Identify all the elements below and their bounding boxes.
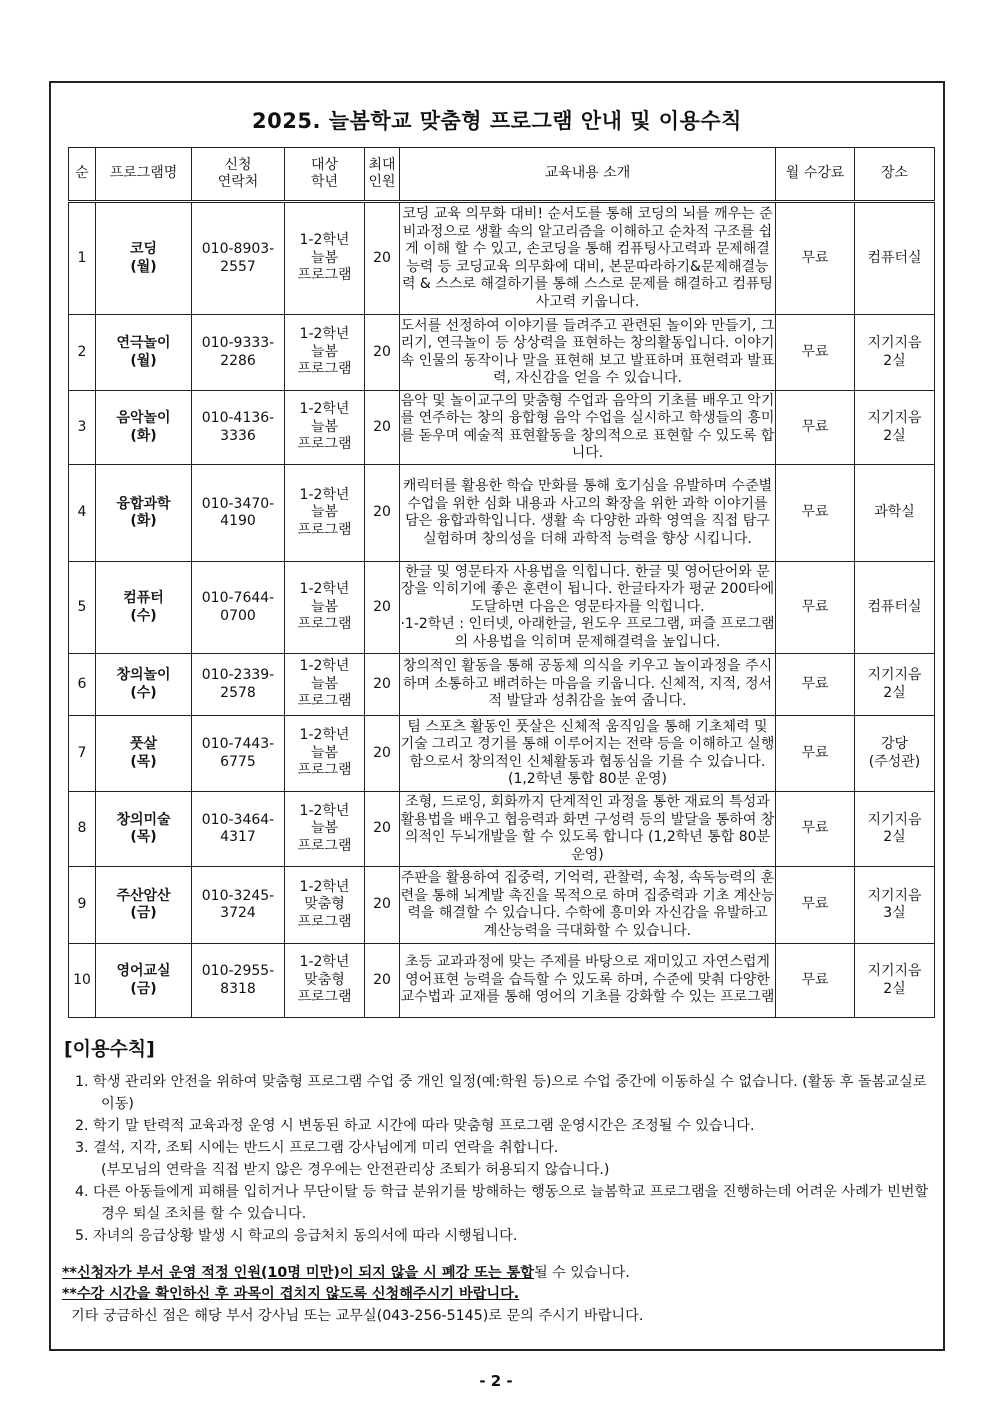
contact-phone: 010-2955- 8318 (192, 944, 285, 1018)
program-description: 팀 스포츠 활동인 풋살은 신체적 움직임을 통해 기초체력 및 기술 그리고 경기를 통해 이루어지는 전략 등을 이해하고 실행함으로서 창의적인 신체활동과 협동심을 기를 수 있습니다. (1,2학년 통합 80분 운영) (400, 716, 776, 792)
header-description: 교육내용 소개 (400, 148, 776, 202)
header-place: 장소 (855, 148, 935, 202)
header-no: 순 (69, 148, 96, 202)
table-header-row (69, 148, 935, 202)
contact-phone: 010-7443- 6775 (192, 716, 285, 792)
max-capacity: 20 (365, 562, 400, 654)
target-grade: 1-2학년 맞춤형 프로그램 (285, 944, 365, 1018)
contact-phone: 010-4136- 3336 (192, 391, 285, 465)
monthly-fee: 무료 (776, 465, 855, 562)
rule-item: 5. 자녀의 응급상황 발생 시 학교의 응급처치 동의서에 따라 시행됩니다. (75, 1228, 518, 1244)
row-no: 6 (69, 654, 96, 716)
program-name: 컴퓨터 (수) (96, 562, 192, 654)
program-description: 캐릭터를 활용한 학습 만화를 통해 호기심을 유발하며 수준별 수업을 위한 심화 내용과 사고의 확장을 위한 과학 이야기를 담은 융합과학입니다. 생활 속 다양한 과학 영역을 직접 탐구 실험하며 창의성을 더해 과학적 능력을 향상 시킵니다. (400, 465, 776, 562)
monthly-fee: 무료 (776, 654, 855, 716)
monthly-fee: 무료 (776, 315, 855, 391)
row-no: 10 (69, 944, 96, 1018)
page-number: - 2 - (479, 1372, 513, 1390)
table-row (69, 867, 935, 944)
rules-list (75, 1071, 933, 1247)
max-capacity: 20 (365, 654, 400, 716)
program-place: 지기지음 2실 (855, 315, 935, 391)
program-place: 지기지음 3실 (855, 867, 935, 944)
program-name: 창의놀이 (수) (96, 654, 192, 716)
max-capacity: 20 (365, 202, 400, 315)
max-capacity: 20 (365, 465, 400, 562)
target-grade: 1-2학년 늘봄 프로그램 (285, 792, 365, 867)
row-no: 4 (69, 465, 96, 562)
notes-section (62, 1263, 932, 1327)
program-name: 영어교실 (금) (96, 944, 192, 1018)
row-no: 5 (69, 562, 96, 654)
program-place: 과학실 (855, 465, 935, 562)
monthly-fee: 무료 (776, 867, 855, 944)
table-row (69, 391, 935, 465)
monthly-fee: 무료 (776, 716, 855, 792)
table-row (69, 202, 935, 315)
monthly-fee: 무료 (776, 792, 855, 867)
program-description: 초등 교과과정에 맞는 주제를 바탕으로 재미있고 자연스럽게 영어표현 능력을 습득할 수 있도록 하며, 수준에 맞춰 다양한 교수법과 교재를 통해 영어의 기초를 강화할 수 있는 프로그램 (400, 944, 776, 1018)
program-name: 코딩 (월) (96, 202, 192, 315)
program-name: 풋살 (목) (96, 716, 192, 792)
rule-item: 3. 결석, 지각, 조퇴 시에는 반드시 프로그램 강사님에게 미리 연락을 취합니다. (부모님의 연락을 직접 받지 않은 경우에는 안전관리상 조퇴가 허용되지 않습니다.) (75, 1140, 610, 1178)
max-capacity: 20 (365, 792, 400, 867)
target-grade: 1-2학년 늘봄 프로그램 (285, 202, 365, 315)
program-place: 강당 (주성관) (855, 716, 935, 792)
contact-phone: 010-8903- 2557 (192, 202, 285, 315)
page-title: 2025. 늘봄학교 맞춤형 프로그램 안내 및 이용수칙 (252, 109, 742, 133)
target-grade: 1-2학년 늘봄 프로그램 (285, 391, 365, 465)
rule-item: 4. 다른 아동들에게 피해를 입히거나 무단이탈 등 학급 분위기를 방해하는 행동으로 늘봄학교 프로그램을 진행하는데 어려운 사례가 빈번할 경우 퇴실 조치를 할 수 있습니다. (75, 1184, 929, 1222)
table-row (69, 716, 935, 792)
program-description: 한글 및 영문타자 사용법을 익힙니다. 한글 및 영어단어와 문장을 익히기에 좋은 훈련이 됩니다. 한글타자가 평균 200타에 도달하면 다음은 영문타자를 익힙니다. ·1-2학년 : 인터넷, 아래한글, 윈도우 프로그램, 퍼즐 프로그램의 사용법을 익히며 문제해결력을 높입니다. (400, 562, 776, 654)
target-grade: 1-2학년 늘봄 프로그램 (285, 716, 365, 792)
program-place: 지기지음 2실 (855, 792, 935, 867)
contact-phone: 010-3245- 3724 (192, 867, 285, 944)
program-place: 컴퓨터실 (855, 202, 935, 315)
rule-item: 2. 학기 말 탄력적 교육과정 운영 시 변동된 하교 시간에 따라 맞춤형 프로그램 운영시간은 조정될 수 있습니다. (75, 1118, 755, 1134)
program-description: 코딩 교육 의무화 대비! 순서도를 통해 코딩의 뇌를 깨우는 준비과정으로 생활 속의 알고리즘을 이해하고 순차적 구조를 쉽게 이해 할 수 있고, 손코딩을 통해 컴퓨팅사고력과 문제해결능력 등 코딩교육 의무화에 대비, 본문따라하기&문제해결능력 & 스스로 해결하기를 통해 스스로 문제를 해결하고 컴퓨팅 사고력 키웁니다. (400, 202, 776, 315)
target-grade: 1-2학년 맞춤형 프로그램 (285, 867, 365, 944)
rules-heading: [이용수칙] (64, 1038, 155, 1060)
table-row (69, 944, 935, 1018)
program-description: 창의적인 활동을 통해 공동체 의식을 키우고 놀이과정을 주시하며 소통하고 배려하는 마음을 키웁니다. 신체적, 지적, 정서적 발달과 성취감을 높여 줍니다. (400, 654, 776, 716)
monthly-fee: 무료 (776, 202, 855, 315)
max-capacity: 20 (365, 716, 400, 792)
row-no: 3 (69, 391, 96, 465)
header-fee: 월 수강료 (776, 148, 855, 202)
program-description: 도서를 선정하여 이야기를 들려주고 관련된 놀이와 만들기, 그리기, 연극놀이 등 상상력을 표현하는 창의활동입니다. 이야기 속 인물의 동작이나 말을 표현해 보고 발표하며 표현력과 발표력, 자신감을 얻을 수 있습니다. (400, 315, 776, 391)
program-place: 지기지음 2실 (855, 654, 935, 716)
max-capacity: 20 (365, 867, 400, 944)
target-grade: 1-2학년 늘봄 프로그램 (285, 315, 365, 391)
note-schedule: **수강 시간을 확인하신 후 과목이 겹치지 않도록 신청해주시기 바랍니다. (62, 1286, 520, 1303)
header-name: 프로그램명 (96, 148, 192, 202)
max-capacity: 20 (365, 391, 400, 465)
contact-phone: 010-7644- 0700 (192, 562, 285, 654)
program-table (68, 147, 935, 1018)
program-name: 융합과학 (화) (96, 465, 192, 562)
program-name: 주산암산 (금) (96, 867, 192, 944)
row-no: 8 (69, 792, 96, 867)
program-name: 연극놀이 (월) (96, 315, 192, 391)
header-contact: 신청 연락처 (192, 148, 285, 202)
program-description: 음악 및 놀이교구의 맞춤형 수업과 음악의 기초를 배우고 악기를 연주하는 창의 융합형 음악 수업을 실시하고 학생들의 흥미를 돋우며 예술적 표현활동을 창의적으로 표현할 수 있도록 합니다. (400, 391, 776, 465)
program-place: 지기지음 2실 (855, 944, 935, 1018)
document-frame (49, 81, 945, 1351)
table-row (69, 465, 935, 562)
table-row (69, 562, 935, 654)
note-contact: 기타 궁금하신 점은 해당 부서 강사님 또는 교무실(043-256-5145)로 문의 주시기 바랍니다. (62, 1307, 644, 1324)
row-no: 1 (69, 202, 96, 315)
program-description: 주판을 활용하여 집중력, 기억력, 관찰력, 속청, 속독능력의 훈련을 통해 뇌계발 촉진을 목적으로 하며 집중력과 기초 계산능력을 해결할 수 있습니다. 수학에 흥미와 자신감을 유발하고 계산능력을 극대화할 수 있습니다. (400, 867, 776, 944)
program-description: 조형, 드로잉, 회화까지 단계적인 과정을 통한 재료의 특성과 활용법을 배우고 협응력과 화면 구성력 등의 발달을 통하여 창의적인 두뇌개발을 할 수 있도록 합니다 (1,2학년 통합 80분 운영) (400, 792, 776, 867)
header-target: 대상 학년 (285, 148, 365, 202)
contact-phone: 010-9333- 2286 (192, 315, 285, 391)
row-no: 7 (69, 716, 96, 792)
table-row (69, 792, 935, 867)
row-no: 2 (69, 315, 96, 391)
target-grade: 1-2학년 늘봄 프로그램 (285, 654, 365, 716)
max-capacity: 20 (365, 315, 400, 391)
contact-phone: 010-3464- 4317 (192, 792, 285, 867)
rule-item: 1. 학생 관리와 안전을 위하여 맞춤형 프로그램 수업 중 개인 일정(예:학원 등)으로 수업 중간에 이동하실 수 없습니다. (활동 후 돌봄교실로 이동) (75, 1074, 927, 1112)
contact-phone: 010-3470- 4190 (192, 465, 285, 562)
program-place: 지기지음 2실 (855, 391, 935, 465)
program-place: 컴퓨터실 (855, 562, 935, 654)
table-row (69, 654, 935, 716)
header-capacity: 최대 인원 (365, 148, 400, 202)
program-name: 음악놀이 (화) (96, 391, 192, 465)
max-capacity: 20 (365, 944, 400, 1018)
program-name: 창의미술 (목) (96, 792, 192, 867)
note-closure: **신청자가 부서 운영 적정 인원(10명 미만)이 되지 않을 시 폐강 또는 통합될 수 있습니다. (62, 1265, 630, 1281)
row-no: 9 (69, 867, 96, 944)
table-row (69, 315, 935, 391)
target-grade: 1-2학년 늘봄 프로그램 (285, 465, 365, 562)
monthly-fee: 무료 (776, 391, 855, 465)
monthly-fee: 무료 (776, 562, 855, 654)
monthly-fee: 무료 (776, 944, 855, 1018)
contact-phone: 010-2339- 2578 (192, 654, 285, 716)
target-grade: 1-2학년 늘봄 프로그램 (285, 562, 365, 654)
